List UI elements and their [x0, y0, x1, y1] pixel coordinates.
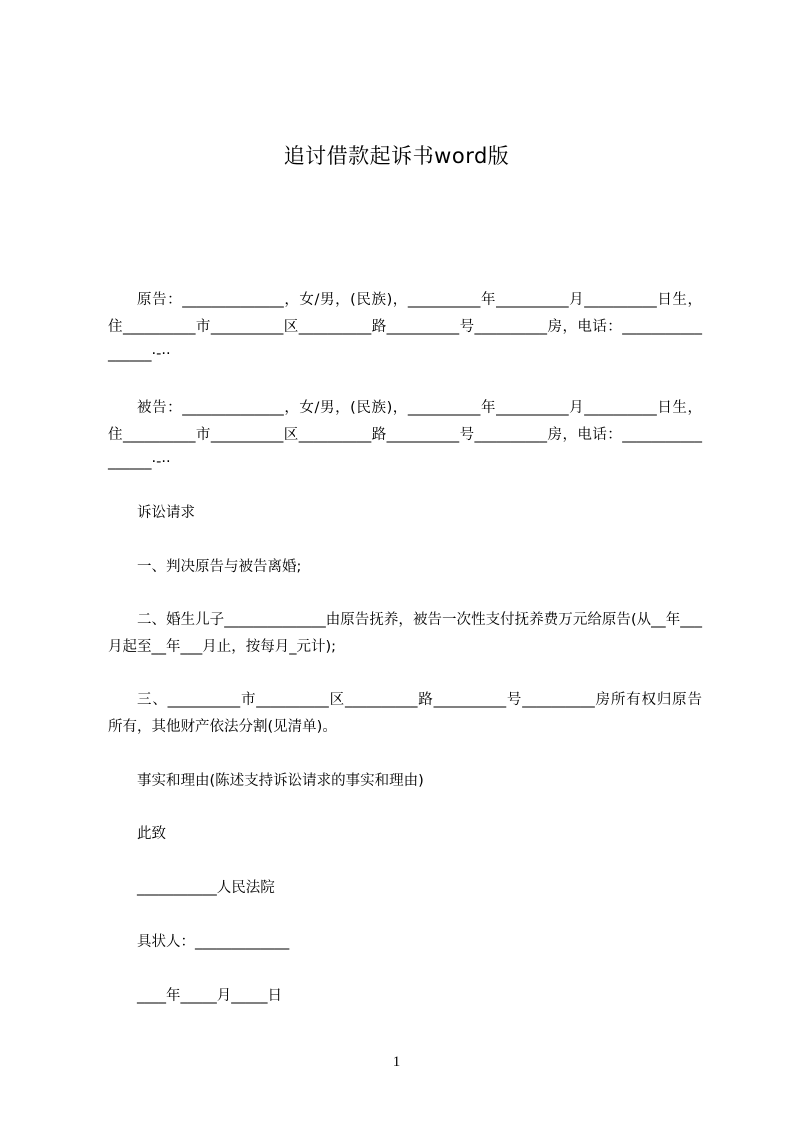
page-number: 1 — [392, 1054, 401, 1070]
claims-heading: 诉讼请求 — [137, 505, 195, 521]
signer-line: 具状人：_____________ — [137, 934, 290, 950]
document-title: 追讨借款起诉书word版 — [283, 144, 510, 168]
facts-heading: 事实和理由(陈述支持诉讼请求的事实和理由) — [137, 773, 424, 789]
salutation: 此致 — [137, 826, 166, 842]
claim-2: 二、婚生儿子______________由原告抚养，被告一次性支付抚养费万元给原告(从__年___月起至__年___月止，按每月_元计); — [108, 612, 702, 655]
claim-3: 三、__________市__________区__________路__________号__________房所有权归原告所有，其他财产依法分割(见清单)。 — [108, 692, 702, 735]
court-name: ___________人民法院 — [137, 880, 275, 896]
plaintiff-paragraph: 原告：______________，女/男，(民族)，__________年__________月__________日生，住__________市__________区__________路__________号__________房，电话：_________________·-·· — [108, 292, 702, 362]
date-line: ____年_____月_____日 — [137, 988, 282, 1004]
claim-1: 一、判决原告与被告离婚; — [137, 559, 302, 575]
defendant-paragraph: 被告：______________，女/男，(民族)，__________年__________月__________日生，住__________市__________区__________路__________号__________房，电话：_________________·-·· — [108, 400, 702, 470]
